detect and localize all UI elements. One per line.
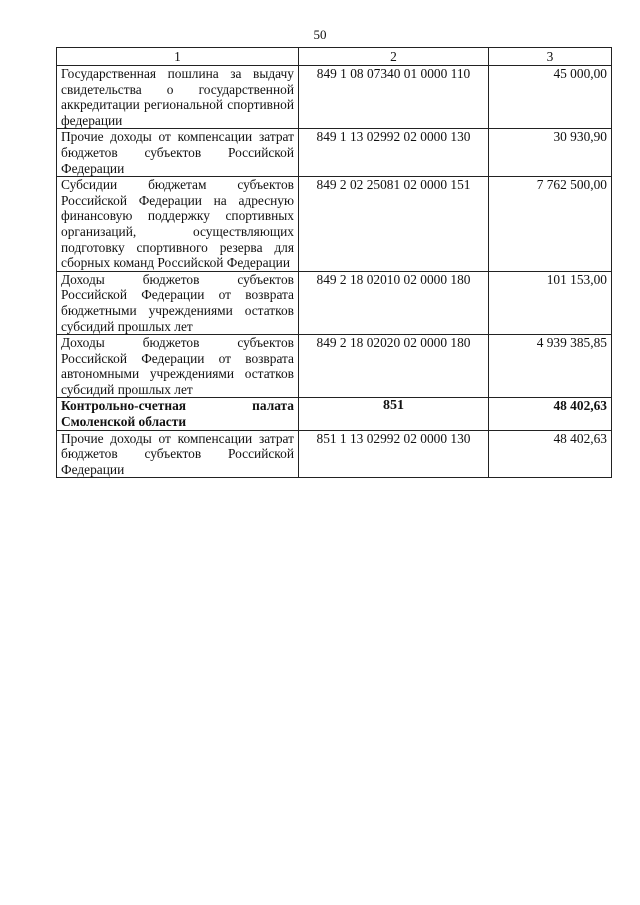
revenue-code: 849 2 18 02020 02 0000 180 [299,335,489,398]
revenue-name: Доходы бюджетов субъектов Российской Федерации от возврата автономными учреждениями остатков субсидий прошлых лет [57,335,299,398]
revenue-name: Прочие доходы от компенсации затрат бюджетов субъектов Российской Федерации [57,430,299,478]
revenue-amount: 4 939 385,85 [489,335,612,398]
table-row [57,66,612,129]
administrator-code: 851 [299,398,489,430]
revenue-code: 849 2 18 02010 02 0000 180 [299,271,489,334]
revenue-amount: 30 930,90 [489,129,612,177]
revenue-code: 849 1 08 07340 01 0000 110 [299,66,489,129]
revenue-amount: 48 402,63 [489,430,612,478]
revenue-amount: 45 000,00 [489,66,612,129]
table-header-row [57,48,612,66]
revenue-code: 849 2 02 25081 02 0000 151 [299,177,489,272]
table-row [57,129,612,177]
table-row [57,271,612,334]
column-header-2: 2 [299,48,489,66]
revenue-amount: 101 153,00 [489,271,612,334]
column-header-1: 1 [57,48,299,66]
table-row [57,430,612,478]
administrator-name: Контрольно-счетная палата Смоленской области [57,398,299,430]
revenue-code: 851 1 13 02992 02 0000 130 [299,430,489,478]
table-row [57,335,612,398]
revenue-amount: 7 762 500,00 [489,177,612,272]
revenue-name: Доходы бюджетов субъектов Российской Федерации от возврата бюджетными учреждениями остатков субсидий прошлых лет [57,271,299,334]
revenue-name: Прочие доходы от компенсации затрат бюджетов субъектов Российской Федерации [57,129,299,177]
column-header-3: 3 [489,48,612,66]
page-number: 50 [313,27,327,42]
table-row [57,177,612,272]
administrator-total: 48 402,63 [489,398,612,430]
revenue-code: 849 1 13 02992 02 0000 130 [299,129,489,177]
administrator-row [57,398,612,430]
budget-revenue-table [56,47,612,478]
revenue-name: Государственная пошлина за выдачу свидетельства о государственной аккредитации региональной спортивной федерации [57,66,299,129]
revenue-name: Субсидии бюджетам субъектов Российской Федерации на адресную финансовую поддержку спортивных организаций, осуществляющих подготовку спортивного резерва для сборных команд Российской Федерации [57,177,299,272]
